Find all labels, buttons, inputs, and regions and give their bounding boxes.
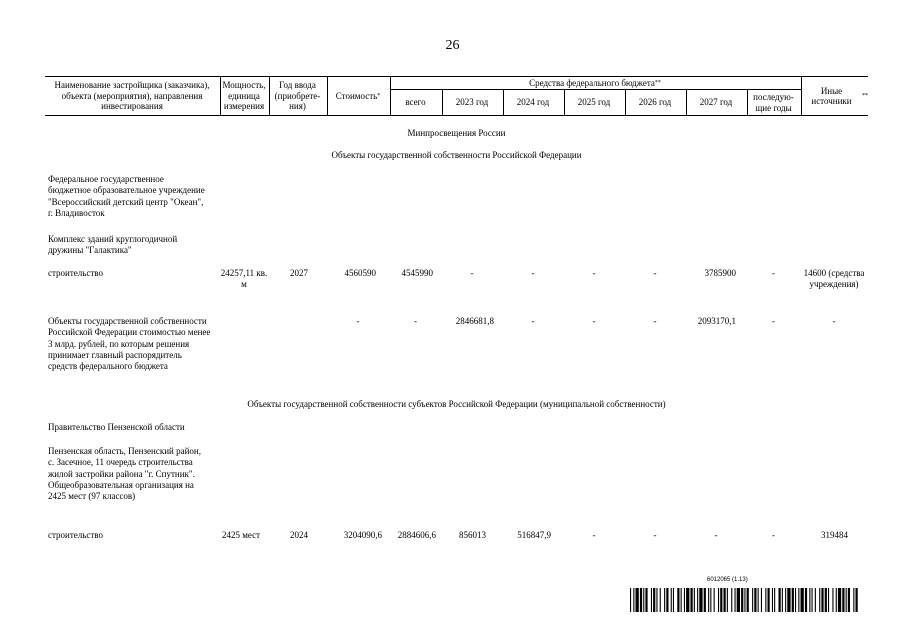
row-2023: 856013 xyxy=(459,530,486,540)
row-next: - xyxy=(772,316,775,326)
row-total: - xyxy=(414,316,417,326)
row-name: Объекты государственной собственности Российской Федерации стоимостью менее 3 млрд. рублей, по которым решения принимает главный распорядитель средств федерального бюджета xyxy=(48,316,211,372)
row-year: 2027 xyxy=(290,268,308,278)
barcode-bar xyxy=(836,588,837,612)
barcode-bar xyxy=(656,588,657,612)
barcode-bar xyxy=(731,588,732,612)
barcode-bar xyxy=(832,588,833,612)
row-2027: - xyxy=(714,530,718,540)
barcode-bar xyxy=(754,588,756,612)
barcode-bar xyxy=(795,588,796,612)
row-2026: - xyxy=(653,530,657,540)
barcode-bar xyxy=(809,588,810,612)
barcode-bar xyxy=(651,588,652,612)
row-2024: - xyxy=(531,268,535,278)
header-2027: 2027 год xyxy=(699,97,733,108)
barcode-bar xyxy=(821,588,823,612)
row-next: - xyxy=(772,530,775,540)
row-total: 2884606,6 xyxy=(397,530,436,540)
header-2025: 2025 год xyxy=(577,97,611,108)
penza-object-name: Пензенская область, Пензенский район, с. Засечное, 11 очередь строительства жилой застройки района "г. Спутник". Общеобразовательная организация на 2425 мест (97 классов) xyxy=(48,446,201,502)
row-year: 2024 xyxy=(290,530,308,540)
section-regional-property: Объекты государственной собственности субъектов Российской Федерации (муниципальной собственности) xyxy=(247,399,666,409)
header-2024: 2024 год xyxy=(516,97,550,108)
barcode-bar xyxy=(787,588,790,612)
barcode-bar xyxy=(805,588,807,612)
barcode-bar xyxy=(737,588,740,612)
barcode-bar xyxy=(735,588,736,612)
barcode-bar xyxy=(758,588,759,612)
header-2023: 2023 год xyxy=(455,97,489,108)
barcode-bar xyxy=(686,588,689,612)
section-penza-government: Правительство Пензенской области xyxy=(48,422,185,432)
header-cost: Стоимость * xyxy=(335,90,381,101)
barcode-bar xyxy=(846,588,847,612)
row-2024: 516847,9 xyxy=(517,530,551,540)
barcode-bar xyxy=(697,588,698,612)
barcode-bar xyxy=(828,588,829,612)
section-ministry: Минпросвещения России xyxy=(407,128,506,138)
row-2024: - xyxy=(531,316,535,326)
row-2023: - xyxy=(470,268,474,278)
barcode-bar xyxy=(792,588,794,612)
row-2026: - xyxy=(653,268,657,278)
header-next-years: последую-щие годы xyxy=(753,92,794,113)
barcode-bar xyxy=(660,588,661,612)
barcode-bar xyxy=(704,588,706,612)
row-name: строительство xyxy=(48,530,103,540)
barcode-bar xyxy=(710,588,711,612)
barcode-bar xyxy=(664,588,665,612)
header-other: Иные источники ** xyxy=(811,85,868,106)
barcode-bar xyxy=(838,588,841,612)
barcode-bar xyxy=(798,588,799,612)
barcode-bar xyxy=(825,588,827,612)
barcode-bar xyxy=(640,588,642,612)
header-2026: 2026 год xyxy=(638,97,672,108)
row-other: - xyxy=(832,316,836,326)
galaktika-name: Комплекс зданий круглогодичной дружины "Галактика" xyxy=(48,234,178,256)
barcode-bar xyxy=(772,588,773,612)
barcode-bar xyxy=(842,588,844,612)
barcode-bar xyxy=(848,588,850,612)
barcode-bar xyxy=(636,588,639,612)
barcode-bar xyxy=(765,588,766,612)
page-number: 26 xyxy=(445,38,460,53)
row-next: - xyxy=(772,268,775,278)
row-other: 14600 (средства учреждения) xyxy=(803,268,865,290)
row-name: строительство xyxy=(48,268,103,278)
row-capacity: 2425 мест xyxy=(221,530,261,540)
header-name: Наименование застройщика (заказчика), объекта (мероприятия), направления инвестирования xyxy=(54,80,210,112)
row-cost: 4560590 xyxy=(344,268,376,278)
barcode-bar xyxy=(761,588,762,612)
barcode-bar xyxy=(708,588,709,612)
row-capacity: 24257,11 кв. м xyxy=(220,268,268,290)
barcode-bar xyxy=(747,588,749,612)
row-total: 4545990 xyxy=(401,268,433,278)
barcode-bar xyxy=(744,588,745,612)
barcode-bar xyxy=(724,588,726,612)
barcode-bar xyxy=(785,588,786,612)
header-fed-budget: Средства федерального бюджета ** xyxy=(529,77,661,88)
barcode-bar xyxy=(643,588,644,612)
barcode-bar xyxy=(782,588,783,612)
barcode-bar xyxy=(720,588,722,612)
barcode-bar xyxy=(673,588,674,612)
barcode-bar xyxy=(801,588,804,612)
barcode-bar xyxy=(653,588,655,612)
barcode-bar xyxy=(718,588,719,612)
barcode-bar xyxy=(645,588,647,612)
barcode-bar xyxy=(684,588,685,612)
section-federal-property: Объекты государственной собственности Российской Федерации xyxy=(331,150,582,160)
row-2027: 3785900 xyxy=(704,268,736,278)
row-2026: - xyxy=(653,316,657,326)
barcode-bar xyxy=(694,588,695,612)
row-2025: - xyxy=(592,268,596,278)
barcode-number: 6012065 (1.13) xyxy=(707,577,748,583)
barcode-bar xyxy=(768,588,770,612)
row-2025: - xyxy=(592,530,596,540)
row-2025: - xyxy=(592,316,596,326)
barcode-bar xyxy=(727,588,728,612)
barcode-bar xyxy=(671,588,672,612)
row-cost: 3204090,6 xyxy=(343,530,382,540)
barcode-bar xyxy=(691,588,693,612)
row-2027: 2093170,1 xyxy=(697,316,736,326)
barcode-bar xyxy=(677,588,679,612)
header-capacity: Мощность, единица измерения xyxy=(222,80,266,112)
barcode-bar xyxy=(774,588,775,612)
barcode-bar xyxy=(741,588,743,612)
barcode-bar xyxy=(699,588,702,612)
row-2023: 2846681,8 xyxy=(455,316,494,326)
barcode-bar xyxy=(819,588,820,612)
row-other: 319484 xyxy=(821,530,848,540)
header-total: всего xyxy=(405,97,426,108)
barcode-bar xyxy=(752,588,753,612)
barcode-bar xyxy=(630,588,631,612)
barcode-bar xyxy=(815,588,816,612)
barcode-bar xyxy=(666,588,668,612)
barcode xyxy=(630,588,858,612)
barcode-bar xyxy=(681,588,682,612)
barcode-bar xyxy=(633,588,634,612)
barcode-bar xyxy=(812,588,813,612)
barcode-bar xyxy=(853,588,854,612)
barcode-bar xyxy=(856,588,858,612)
row-cost: - xyxy=(356,316,360,326)
barcode-bar xyxy=(779,588,781,612)
ocean-name: Федеральное государственное бюджетное образовательное учреждение "Всероссийский детский центр "Океан", г. Владивосток xyxy=(48,174,205,218)
header-year: Год ввода (приобрете-ния) xyxy=(274,80,321,112)
barcode-bar xyxy=(714,588,715,612)
table-header xyxy=(45,76,868,116)
